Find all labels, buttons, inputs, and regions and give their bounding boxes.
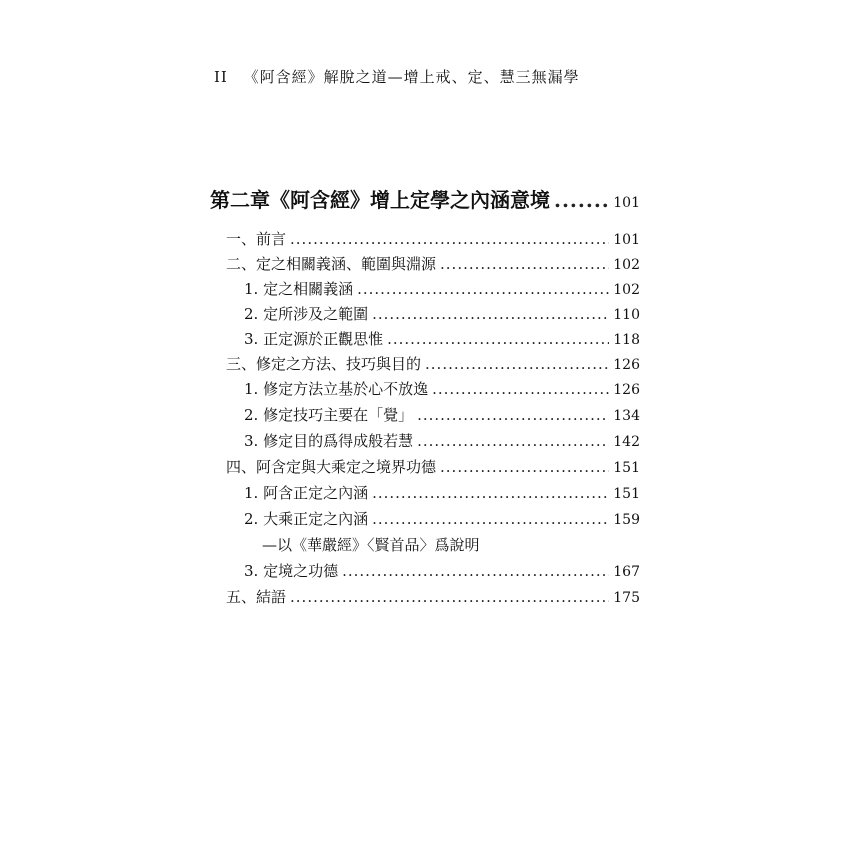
toc-entry-page: 134 — [613, 408, 640, 424]
toc-entry[interactable] — [226, 456, 640, 477]
toc-entry-label: 五、結語 — [226, 588, 287, 606]
toc-entry-page: 142 — [613, 434, 640, 450]
leader-dots — [440, 458, 609, 476]
toc-entry[interactable] — [226, 228, 640, 249]
toc-entry-label: 3. 正定源於正觀思惟 — [244, 330, 384, 348]
toc-entry-page: 102 — [613, 257, 640, 273]
leader-dots — [290, 230, 609, 248]
leader-dots — [372, 484, 609, 502]
toc-entry-label: 三、修定之方法、技巧與目的 — [226, 355, 422, 373]
toc-entry-label: 四、阿含定與大乘定之境界功德 — [226, 458, 437, 476]
toc-entry-page: 151 — [613, 460, 640, 476]
chapter-title: 第二章《阿含經》增上定學之內涵意境 — [210, 188, 550, 212]
toc-entry-label: 1. 修定方法立基於心不放逸 — [244, 380, 429, 398]
toc-entry[interactable] — [226, 586, 640, 607]
toc-entry-label: 2. 修定技巧主要在「覺」 — [244, 406, 414, 424]
toc-entry[interactable] — [244, 482, 640, 503]
toc-subtitle-note: —以《華嚴經》〈賢首品〉爲說明 — [262, 536, 480, 554]
toc-entry-label: 3. 修定目的爲得成般若慧 — [244, 432, 414, 450]
leader-dots — [417, 432, 609, 450]
leader-dots — [417, 406, 609, 424]
leader-dots — [290, 588, 609, 606]
leader-dots — [387, 330, 609, 348]
toc-entry-page: 159 — [613, 512, 640, 528]
toc-entry[interactable] — [244, 508, 640, 529]
toc-entry-page: 175 — [613, 590, 640, 606]
toc-entry-page: 101 — [613, 232, 640, 248]
leader-dots — [342, 562, 609, 580]
toc-entry[interactable] — [244, 560, 640, 581]
toc-entry-page: 110 — [613, 307, 640, 323]
leader-dots — [440, 255, 609, 273]
leader-dots — [372, 305, 609, 323]
toc-chapter-entry[interactable] — [210, 184, 640, 213]
chapter-page: 101 — [613, 195, 640, 211]
toc-entry-label: 二、定之相關義涵、範圍與淵源 — [226, 255, 437, 273]
toc-entry-page: 151 — [613, 486, 640, 502]
leader-dots — [432, 380, 609, 398]
leader-dots — [554, 188, 609, 212]
toc-entry[interactable] — [244, 278, 640, 299]
toc-entry[interactable] — [244, 404, 640, 425]
toc-entry-label: 3. 定境之功德 — [244, 562, 339, 580]
toc-entry-page: 126 — [613, 382, 640, 398]
toc-entry-page: 126 — [613, 357, 640, 373]
toc-entry-label: 1. 定之相關義涵 — [244, 280, 354, 298]
toc-entry[interactable] — [244, 378, 640, 399]
header-page-number: II — [214, 68, 228, 86]
toc-entry-page: 167 — [613, 564, 640, 580]
toc-entry[interactable] — [244, 303, 640, 324]
toc-entry[interactable] — [226, 253, 640, 274]
toc-entry[interactable] — [244, 430, 640, 451]
toc-entry-page: 118 — [613, 332, 640, 348]
toc-entry-label: 一、前言 — [226, 230, 287, 248]
toc-entry[interactable] — [244, 328, 640, 349]
leader-dots — [372, 510, 609, 528]
leader-dots — [425, 355, 609, 373]
header-title: 《阿含經》解脫之道—增上戒、定、慧三無漏學 — [243, 68, 580, 86]
running-header — [214, 66, 580, 87]
toc-entry-page: 102 — [613, 282, 640, 298]
leader-dots — [357, 280, 609, 298]
toc-entry-label: 2. 大乘正定之內涵 — [244, 510, 369, 528]
toc-entry-label: 2. 定所涉及之範圍 — [244, 305, 369, 323]
toc-entry[interactable] — [226, 353, 640, 374]
toc-entry-label: 1. 阿含正定之內涵 — [244, 484, 369, 502]
